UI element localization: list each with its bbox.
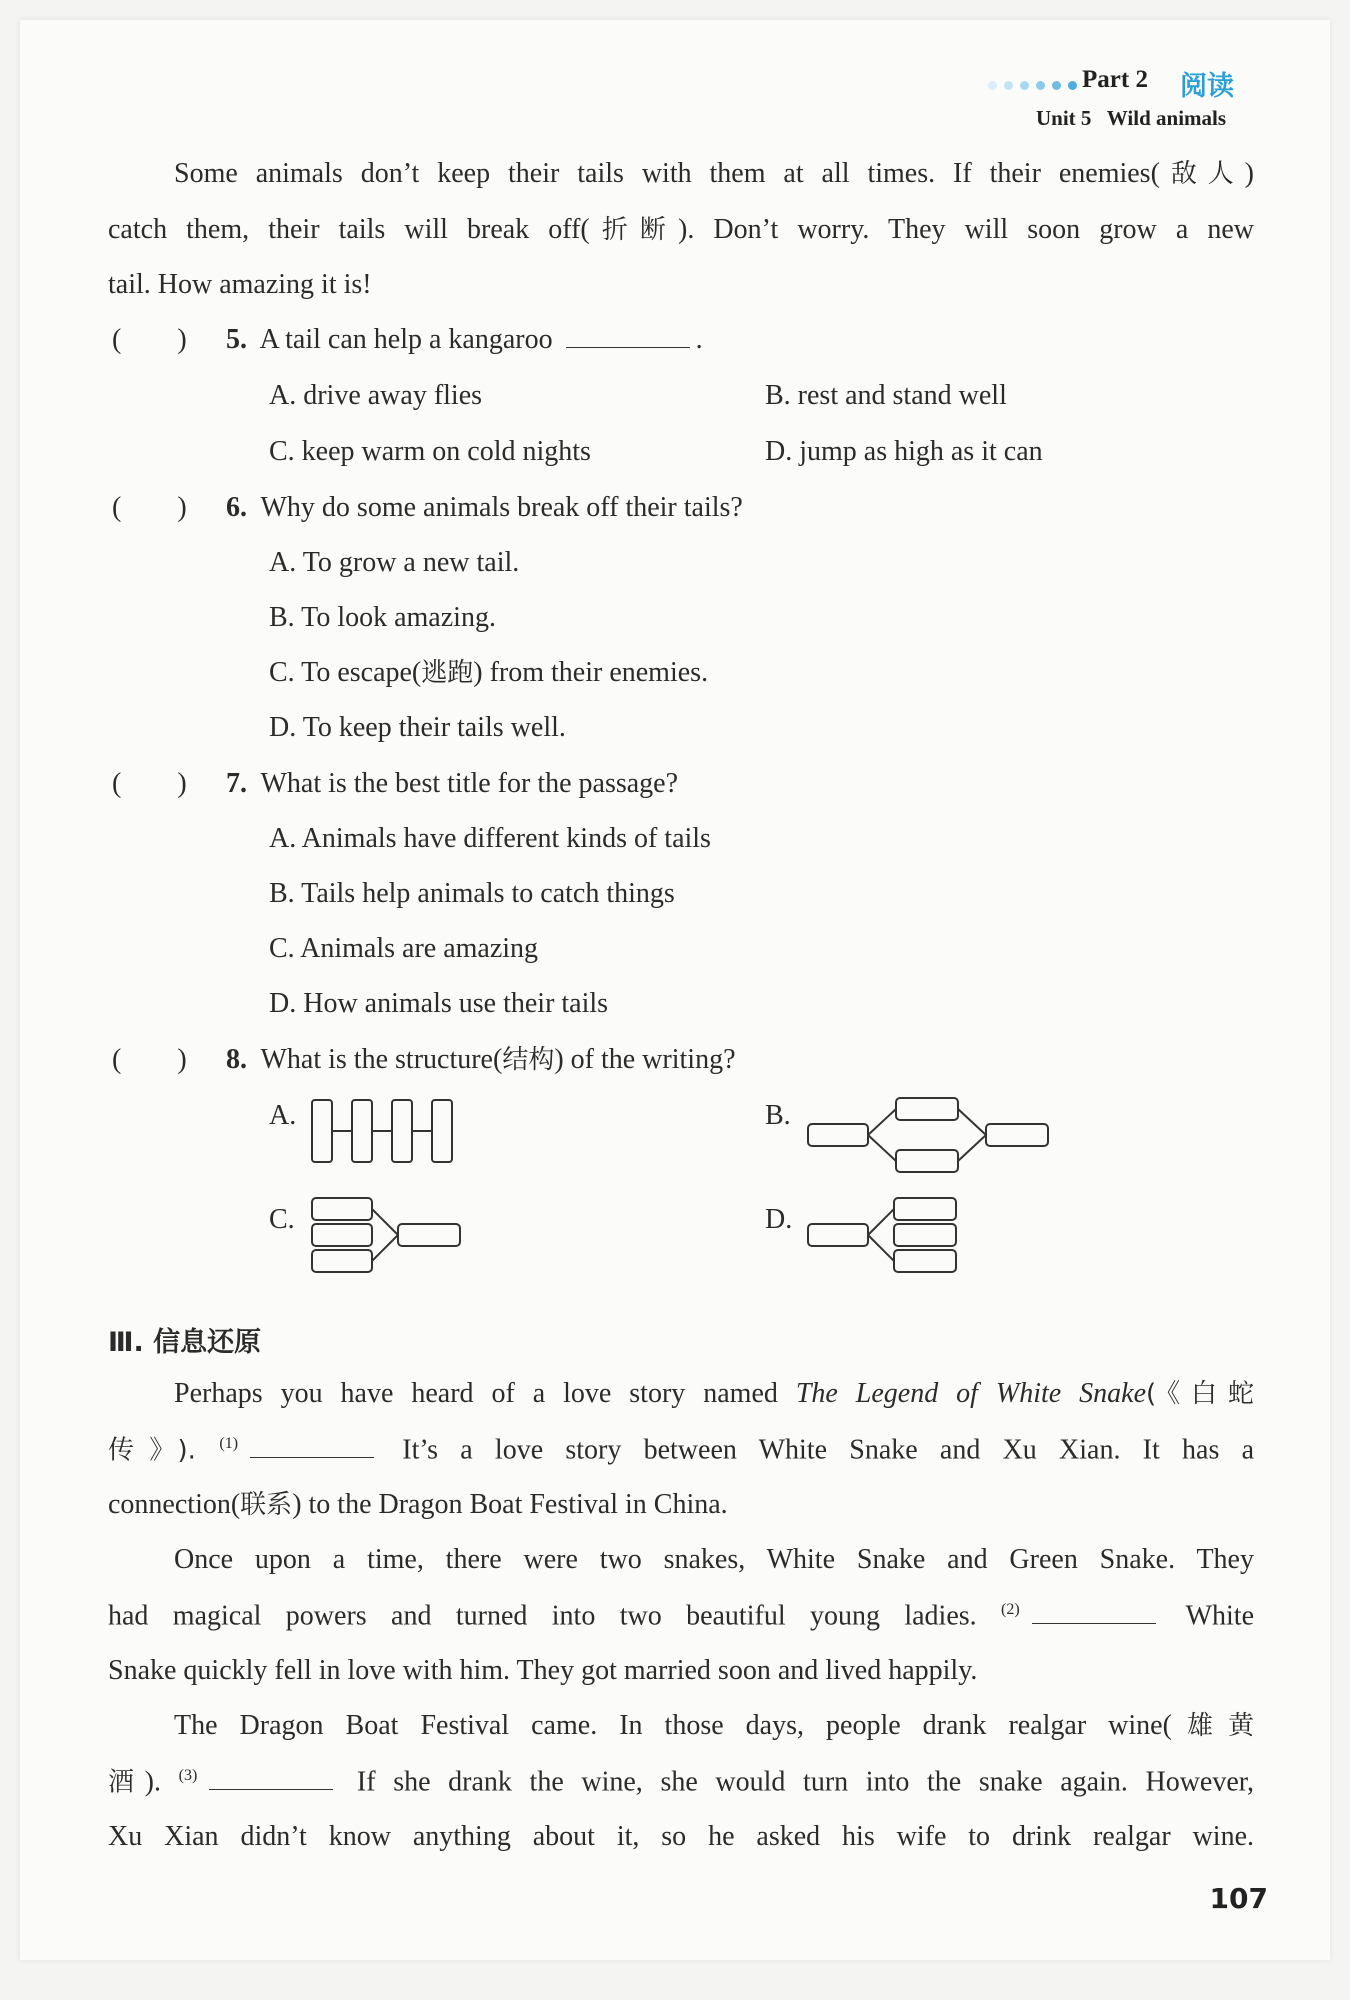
section3-line: connection(联系) to the Dragon Boat Festival in China. xyxy=(108,1489,728,1520)
question-6: 6. Why do some animals break off their tails? xyxy=(226,492,743,523)
answer-bracket[interactable]: ( ) xyxy=(112,1044,187,1075)
structure-diagram-d[interactable] xyxy=(806,1196,996,1280)
section-title: Ⅲ. 信息还原 xyxy=(108,1327,262,1358)
option-6b[interactable]: B. To look amazing. xyxy=(269,602,496,633)
section3-line: Xu Xian didn’t know anything about it, so he asked his wife to drink realgar wine. xyxy=(108,1821,1254,1852)
dot-icon xyxy=(988,81,997,90)
header-decoration-dots xyxy=(988,76,1084,94)
option-7c[interactable]: C. Animals are amazing xyxy=(269,933,539,964)
question-8: 8. What is the structure(结构) of the writing? xyxy=(226,1044,736,1075)
dot-icon xyxy=(1020,81,1029,90)
option-7d[interactable]: D. How animals use their tails xyxy=(269,988,609,1019)
option-8c-label[interactable]: C. xyxy=(269,1204,295,1235)
answer-bracket[interactable]: ( ) xyxy=(112,324,187,355)
option-5b[interactable]: B. rest and stand well xyxy=(765,380,1007,411)
dot-icon xyxy=(1004,81,1013,90)
option-5d[interactable]: D. jump as high as it can xyxy=(765,436,1043,467)
passage-line: tail. How amazing it is! xyxy=(108,269,372,300)
option-5a[interactable]: A. drive away flies xyxy=(269,380,483,411)
answer-blank-1[interactable] xyxy=(250,1456,374,1458)
passage-line: catch them, their tails will break off(折断). Don’t worry. They will soon grow a new xyxy=(108,214,1254,245)
section3-line: had magical powers and turned into two beautiful young ladies. $^{(2)}$ White xyxy=(108,1600,1254,1632)
dot-icon xyxy=(1068,81,1077,90)
option-7a[interactable]: A. Animals have different kinds of tails xyxy=(269,823,711,854)
section3-line: Perhaps you have heard of a love story named The Legend of White Snake(《白蛇 xyxy=(174,1378,1254,1409)
answer-blank-2[interactable] xyxy=(1032,1622,1156,1624)
unit-label: Unit 5 Wild animals xyxy=(1036,106,1227,130)
structure-diagram-c[interactable] xyxy=(310,1196,500,1280)
answer-blank-3[interactable] xyxy=(209,1788,333,1790)
question-7: 7. What is the best title for the passage? xyxy=(226,768,679,799)
dot-icon xyxy=(1052,81,1061,90)
option-6c[interactable]: C. To escape(逃跑) from their enemies. xyxy=(269,657,709,688)
answer-bracket[interactable]: ( ) xyxy=(112,768,187,799)
section3-line: The Dragon Boat Festival came. In those days, people drank realgar wine(雄黄 xyxy=(174,1710,1254,1741)
question-5: 5. A tail can help a kangaroo . xyxy=(226,324,703,355)
page-number: 107 xyxy=(1209,1882,1268,1915)
structure-diagram-b[interactable] xyxy=(806,1096,1066,1176)
option-8d-label[interactable]: D. xyxy=(765,1204,793,1235)
structure-diagram-a[interactable] xyxy=(310,1098,470,1168)
answer-bracket[interactable]: ( ) xyxy=(112,492,187,523)
part-label: Part 2 xyxy=(1082,66,1148,93)
option-6d[interactable]: D. To keep their tails well. xyxy=(269,712,566,743)
option-8a-label[interactable]: A. xyxy=(269,1100,297,1131)
option-7b[interactable]: B. Tails help animals to catch things xyxy=(269,878,675,909)
option-8b-label[interactable]: B. xyxy=(765,1100,791,1131)
part-cn-label: 阅读 xyxy=(1180,71,1234,102)
passage-line: Some animals don’t keep their tails with them at all times. If their enemies(敌人) xyxy=(174,158,1254,189)
option-6a[interactable]: A. To grow a new tail. xyxy=(269,547,520,578)
section3-line: Once upon a time, there were two snakes, White Snake and Green Snake. They xyxy=(174,1544,1254,1575)
dot-icon xyxy=(1036,81,1045,90)
section3-line: Snake quickly fell in love with him. They got married soon and lived happily. xyxy=(108,1655,978,1686)
answer-blank[interactable] xyxy=(566,346,690,348)
workbook-page xyxy=(20,20,1330,1960)
section3-line: 传》). $^{(1)}$ It’s a love story between White Snake and Xu Xian. It has a xyxy=(108,1434,1254,1466)
option-5c[interactable]: C. keep warm on cold nights xyxy=(269,436,591,467)
section3-line: 酒). $^{(3)}$ If she drank the wine, she would turn into the snake again. However, xyxy=(108,1766,1254,1798)
